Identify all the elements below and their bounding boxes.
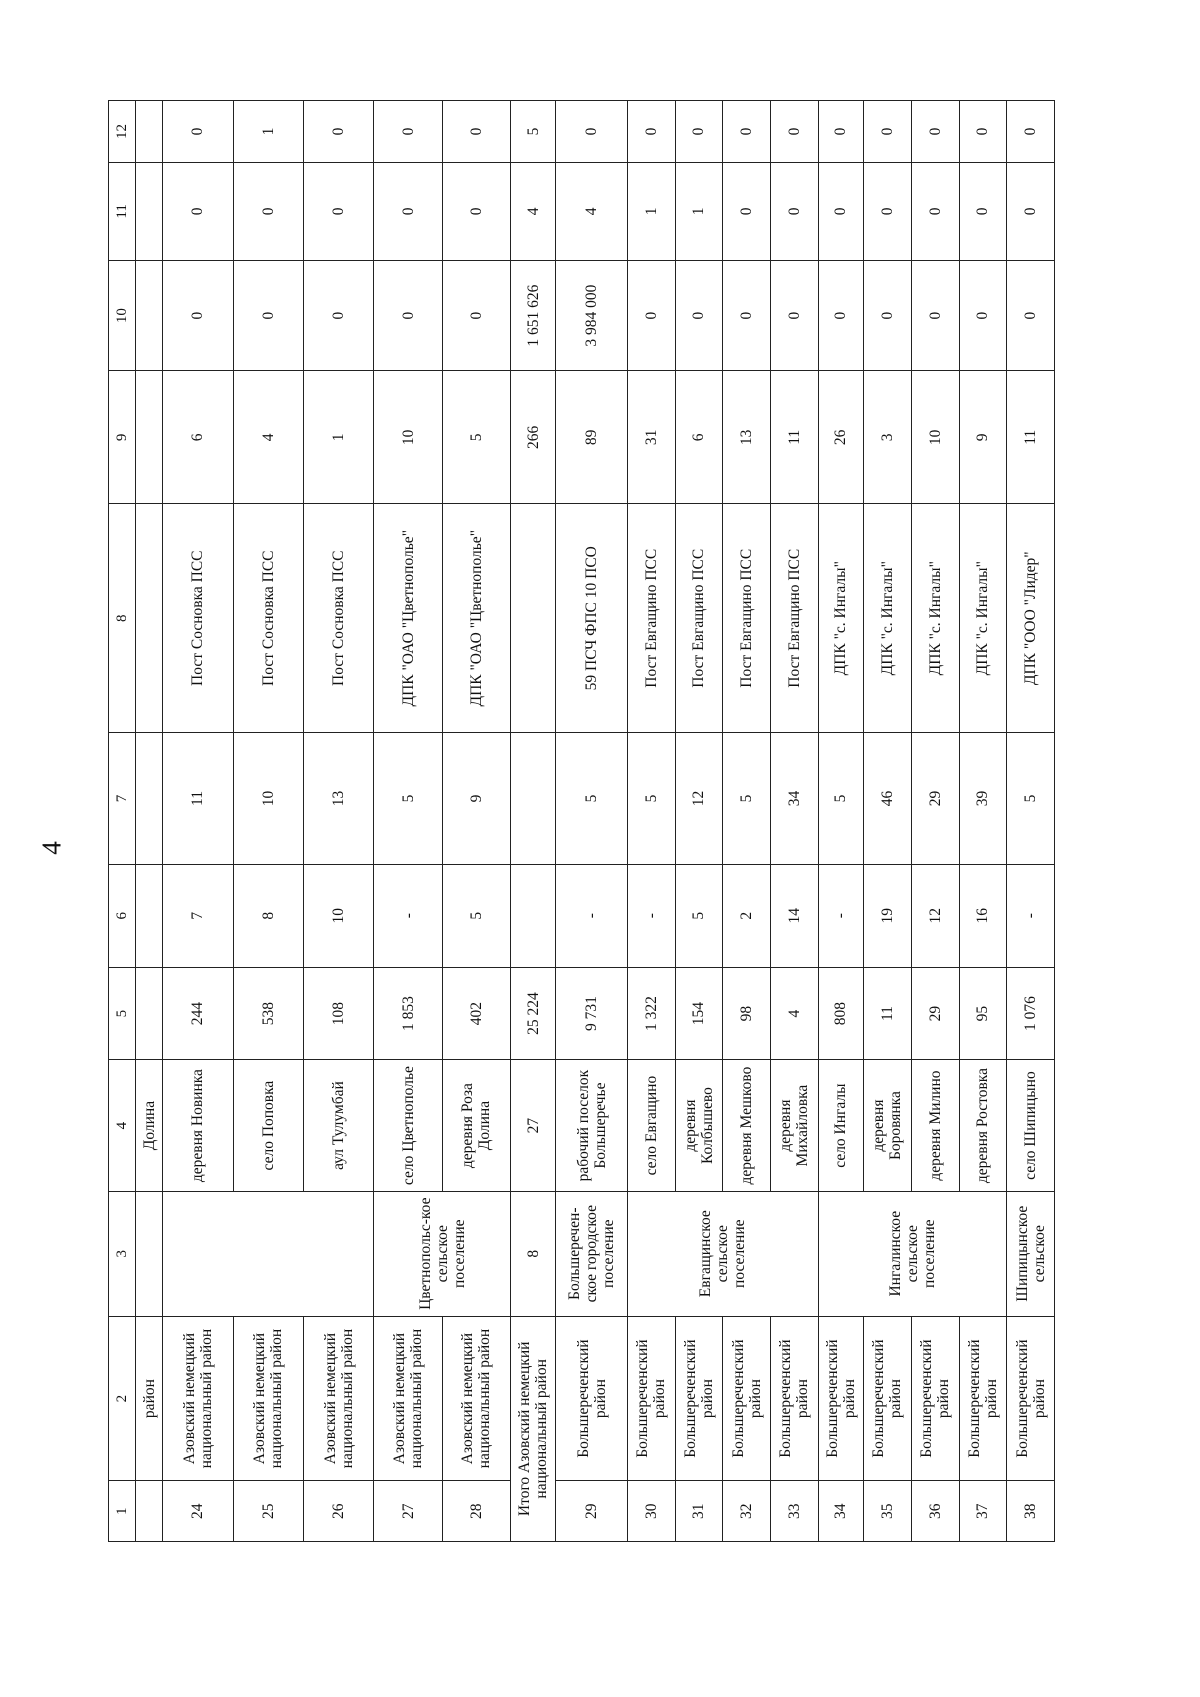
value-cell: 5 bbox=[675, 864, 723, 967]
value-cell: 11 bbox=[864, 967, 912, 1060]
row-number: 33 bbox=[770, 1481, 818, 1542]
district-cell: Большереченский район bbox=[556, 1316, 628, 1481]
table-row bbox=[770, 101, 818, 1542]
settlement-cell: село Ингалы bbox=[818, 1060, 864, 1191]
value-cell: 0 bbox=[959, 162, 1007, 260]
total-value: 1 651 626 bbox=[510, 260, 556, 371]
settlement-cell: деревня Мешково bbox=[723, 1060, 771, 1191]
value-cell: 0 bbox=[1007, 162, 1055, 260]
total-value: 8 bbox=[510, 1191, 556, 1316]
row-number: 32 bbox=[723, 1481, 771, 1542]
rural-settlement-cell: Ингалинское сельское поселение bbox=[818, 1191, 1007, 1316]
table-row bbox=[1007, 101, 1055, 1542]
value-cell: 0 bbox=[556, 101, 628, 163]
continuation-row bbox=[136, 101, 163, 1542]
value-cell: 3 bbox=[864, 371, 912, 504]
value-cell: 402 bbox=[442, 967, 510, 1060]
table-row bbox=[959, 101, 1007, 1542]
fire-unit-cell: Пост Евгащино ПСС bbox=[723, 504, 771, 733]
settlement-cell: деревня Колбышево bbox=[675, 1060, 723, 1191]
settlement-cell: село Шипицыно bbox=[1007, 1060, 1055, 1191]
district-cell: Азовский немецкий национальный район bbox=[304, 1316, 374, 1481]
settlement-cell: село Цветнополье bbox=[374, 1060, 442, 1191]
value-cell: 0 bbox=[163, 101, 233, 163]
table-row bbox=[163, 101, 233, 1542]
rotated-table-wrapper bbox=[108, 100, 1055, 1542]
settlement-cell: рабочий поселок Большеречье bbox=[556, 1060, 628, 1191]
fire-unit-cell: Пост Сосновка ПСС bbox=[304, 504, 374, 733]
settlement-cell: аул Тулумбай bbox=[304, 1060, 374, 1191]
district-cell: район bbox=[136, 1316, 163, 1481]
value-cell: 0 bbox=[675, 260, 723, 371]
header-cell: 12 bbox=[109, 101, 136, 163]
total-label: Итого Азовский немецкий национальный район bbox=[510, 1316, 556, 1541]
value-cell: 0 bbox=[304, 260, 374, 371]
value-cell: 6 bbox=[163, 371, 233, 504]
value-cell: - bbox=[818, 864, 864, 967]
value-cell: 4 bbox=[233, 371, 303, 504]
fire-unit-cell: 59 ПСЧ ФПС 10 ПСО bbox=[556, 504, 628, 733]
value-cell: 2 bbox=[723, 864, 771, 967]
value-cell: 0 bbox=[911, 260, 959, 371]
rural-settlement-cell: Евгащинское сельское поселение bbox=[627, 1191, 818, 1316]
value-cell: 1 bbox=[627, 162, 675, 260]
value-cell: 95 bbox=[959, 967, 1007, 1060]
value-cell: 9 bbox=[442, 733, 510, 864]
value-cell: 0 bbox=[864, 260, 912, 371]
value-cell: 13 bbox=[723, 371, 771, 504]
value-cell: 808 bbox=[818, 967, 864, 1060]
value-cell: 0 bbox=[442, 260, 510, 371]
row-number: 38 bbox=[1007, 1481, 1055, 1542]
settlement-cell: село Евгащино bbox=[627, 1060, 675, 1191]
value-cell: 0 bbox=[442, 101, 510, 163]
value-cell: 0 bbox=[723, 260, 771, 371]
district-cell: Большереченский район bbox=[864, 1316, 912, 1481]
page-number: 4 bbox=[36, 841, 67, 855]
total-value: 4 bbox=[510, 162, 556, 260]
value-cell: 5 bbox=[442, 371, 510, 504]
fire-unit-cell: ДПК "с. Ингалы" bbox=[959, 504, 1007, 733]
row-number: 30 bbox=[627, 1481, 675, 1542]
value-cell: 0 bbox=[864, 162, 912, 260]
value-cell: 0 bbox=[233, 162, 303, 260]
value-cell: 5 bbox=[556, 733, 628, 864]
total-value: 25 224 bbox=[510, 967, 556, 1060]
fire-unit-cell: Пост Евгащино ПСС bbox=[675, 504, 723, 733]
district-cell: Азовский немецкий национальный район bbox=[442, 1316, 510, 1481]
row-number: 35 bbox=[864, 1481, 912, 1542]
fire-unit-cell: Пост Сосновка ПСС bbox=[163, 504, 233, 733]
fire-unit-cell: Пост Сосновка ПСС bbox=[233, 504, 303, 733]
value-cell: 0 bbox=[1007, 260, 1055, 371]
value-cell: 11 bbox=[770, 371, 818, 504]
value-cell: 0 bbox=[723, 162, 771, 260]
header-cell: 6 bbox=[109, 864, 136, 967]
value-cell: 29 bbox=[911, 733, 959, 864]
row-number: 26 bbox=[304, 1481, 374, 1542]
value-cell: 5 bbox=[818, 733, 864, 864]
value-cell: 108 bbox=[304, 967, 374, 1060]
value-cell: 0 bbox=[911, 162, 959, 260]
row-number: 29 bbox=[556, 1481, 628, 1542]
value-cell: - bbox=[627, 864, 675, 967]
table-row bbox=[627, 101, 675, 1542]
value-cell: 0 bbox=[770, 260, 818, 371]
value-cell: 0 bbox=[818, 162, 864, 260]
row-number: 31 bbox=[675, 1481, 723, 1542]
district-cell: Большереченский район bbox=[627, 1316, 675, 1481]
value-cell: - bbox=[374, 864, 442, 967]
value-cell: - bbox=[556, 864, 628, 967]
value-cell: 0 bbox=[723, 101, 771, 163]
fire-unit-cell: ДПК "ОАО "Цветнополье" bbox=[442, 504, 510, 733]
value-cell: 0 bbox=[864, 101, 912, 163]
value-cell: 13 bbox=[304, 733, 374, 864]
header-cell: 2 bbox=[109, 1316, 136, 1481]
value-cell: 8 bbox=[233, 864, 303, 967]
value-cell: 4 bbox=[556, 162, 628, 260]
value-cell: 0 bbox=[627, 101, 675, 163]
fire-unit-cell: Пост Евгащино ПСС bbox=[770, 504, 818, 733]
settlement-cell: деревня Новинка bbox=[163, 1060, 233, 1191]
value-cell: 26 bbox=[818, 371, 864, 504]
value-cell: 0 bbox=[770, 101, 818, 163]
value-cell: 9 731 bbox=[556, 967, 628, 1060]
total-value: 5 bbox=[510, 101, 556, 163]
value-cell: 538 bbox=[233, 967, 303, 1060]
header-row bbox=[109, 101, 136, 1542]
settlement-cell: деревня Боровянка bbox=[864, 1060, 912, 1191]
value-cell: 0 bbox=[770, 162, 818, 260]
fire-unit-cell: Пост Евгащино ПСС bbox=[627, 504, 675, 733]
value-cell: 0 bbox=[304, 162, 374, 260]
value-cell: 98 bbox=[723, 967, 771, 1060]
settlement-cell: деревня Михайловка bbox=[770, 1060, 818, 1191]
table-row bbox=[304, 101, 374, 1542]
header-cell: 7 bbox=[109, 733, 136, 864]
table-row bbox=[233, 101, 303, 1542]
header-cell: 9 bbox=[109, 371, 136, 504]
value-cell: 6 bbox=[675, 371, 723, 504]
rural-settlement-cell: Цветнопольс-кое сельское поселение bbox=[374, 1191, 511, 1316]
row-number: 34 bbox=[818, 1481, 864, 1542]
value-cell: 1 bbox=[304, 371, 374, 504]
table-row bbox=[442, 101, 510, 1542]
district-cell: Большереченский район bbox=[723, 1316, 771, 1481]
value-cell: 9 bbox=[959, 371, 1007, 504]
table-row bbox=[556, 101, 628, 1542]
settlement-cell: деревня Роза Долина bbox=[442, 1060, 510, 1191]
table-row bbox=[723, 101, 771, 1542]
value-cell: 89 bbox=[556, 371, 628, 504]
value-cell: - bbox=[1007, 864, 1055, 967]
fire-unit-cell: ДПК "с. Ингалы" bbox=[864, 504, 912, 733]
value-cell: 4 bbox=[770, 967, 818, 1060]
value-cell: 46 bbox=[864, 733, 912, 864]
rural-settlement-cell bbox=[163, 1191, 374, 1316]
value-cell: 0 bbox=[163, 162, 233, 260]
value-cell: 19 bbox=[864, 864, 912, 967]
value-cell: 1 bbox=[233, 101, 303, 163]
value-cell: 0 bbox=[304, 101, 374, 163]
total-row bbox=[510, 101, 556, 1542]
table-row bbox=[374, 101, 442, 1542]
value-cell: 5 bbox=[627, 733, 675, 864]
table-row bbox=[818, 101, 864, 1542]
value-cell: 7 bbox=[163, 864, 233, 967]
header-cell: 11 bbox=[109, 162, 136, 260]
value-cell: 10 bbox=[911, 371, 959, 504]
value-cell: 0 bbox=[627, 260, 675, 371]
settlement-cell: село Поповка bbox=[233, 1060, 303, 1191]
value-cell: 11 bbox=[1007, 371, 1055, 504]
district-cell: Азовский немецкий национальный район bbox=[374, 1316, 442, 1481]
fire-unit-cell: ДПК "с. Ингалы" bbox=[818, 504, 864, 733]
settlement-cell: деревня Ростовка bbox=[959, 1060, 1007, 1191]
fire-unit-cell: ДПК "с. Ингалы" bbox=[911, 504, 959, 733]
total-value: 27 bbox=[510, 1060, 556, 1191]
row-number: 25 bbox=[233, 1481, 303, 1542]
value-cell: 244 bbox=[163, 967, 233, 1060]
table-row bbox=[675, 101, 723, 1542]
value-cell: 5 bbox=[723, 733, 771, 864]
value-cell: 31 bbox=[627, 371, 675, 504]
value-cell: 1 bbox=[675, 162, 723, 260]
value-cell: 0 bbox=[1007, 101, 1055, 163]
value-cell: 10 bbox=[304, 864, 374, 967]
value-cell: 1 076 bbox=[1007, 967, 1055, 1060]
value-cell: 0 bbox=[818, 260, 864, 371]
table-row bbox=[911, 101, 959, 1542]
value-cell: 0 bbox=[374, 162, 442, 260]
total-value: 266 bbox=[510, 371, 556, 504]
header-cell: 8 bbox=[109, 504, 136, 733]
value-cell: 10 bbox=[233, 733, 303, 864]
value-cell: 5 bbox=[374, 733, 442, 864]
value-cell: 29 bbox=[911, 967, 959, 1060]
district-cell: Большереченский район bbox=[959, 1316, 1007, 1481]
value-cell: 0 bbox=[911, 101, 959, 163]
value-cell: 10 bbox=[374, 371, 442, 504]
value-cell: 0 bbox=[374, 101, 442, 163]
value-cell: 0 bbox=[374, 260, 442, 371]
value-cell: 0 bbox=[675, 101, 723, 163]
rural-settlement-cell: Шипицынское сельское bbox=[1007, 1191, 1055, 1316]
settlement-cell: деревня Милино bbox=[911, 1060, 959, 1191]
value-cell: 12 bbox=[911, 864, 959, 967]
header-cell: 4 bbox=[109, 1060, 136, 1191]
value-cell: 0 bbox=[959, 260, 1007, 371]
district-cell: Большереченский район bbox=[818, 1316, 864, 1481]
value-cell: 0 bbox=[818, 101, 864, 163]
header-cell: 3 bbox=[109, 1191, 136, 1316]
row-number: 24 bbox=[163, 1481, 233, 1542]
row-number: 37 bbox=[959, 1481, 1007, 1542]
header-cell: 10 bbox=[109, 260, 136, 371]
value-cell: 16 bbox=[959, 864, 1007, 967]
value-cell: 12 bbox=[675, 733, 723, 864]
rural-settlement-cell: Большеречен-ское городское поселение bbox=[556, 1191, 628, 1316]
fire-unit-cell: ДПК "ОАО "Цветнополье" bbox=[374, 504, 442, 733]
district-cell: Азовский немецкий национальный район bbox=[163, 1316, 233, 1481]
district-cell: Большереченский район bbox=[675, 1316, 723, 1481]
value-cell: 3 984 000 bbox=[556, 260, 628, 371]
value-cell: 0 bbox=[233, 260, 303, 371]
row-number: 36 bbox=[911, 1481, 959, 1542]
value-cell: 154 bbox=[675, 967, 723, 1060]
header-cell: 5 bbox=[109, 967, 136, 1060]
settlements-table bbox=[108, 100, 1055, 1542]
value-cell: 5 bbox=[1007, 733, 1055, 864]
district-cell: Большереченский район bbox=[1007, 1316, 1055, 1481]
value-cell: 11 bbox=[163, 733, 233, 864]
value-cell: 14 bbox=[770, 864, 818, 967]
header-cell: 1 bbox=[109, 1481, 136, 1542]
value-cell: 0 bbox=[163, 260, 233, 371]
value-cell: 34 bbox=[770, 733, 818, 864]
district-cell: Большереченский район bbox=[770, 1316, 818, 1481]
value-cell: 0 bbox=[959, 101, 1007, 163]
settlement-cell: Долина bbox=[136, 1060, 163, 1191]
fire-unit-cell: ДПК "ООО "Лидер" bbox=[1007, 504, 1055, 733]
row-number: 27 bbox=[374, 1481, 442, 1542]
value-cell: 1 322 bbox=[627, 967, 675, 1060]
value-cell: 0 bbox=[442, 162, 510, 260]
value-cell: 5 bbox=[442, 864, 510, 967]
value-cell: 39 bbox=[959, 733, 1007, 864]
table-row bbox=[864, 101, 912, 1542]
value-cell: 1 853 bbox=[374, 967, 442, 1060]
district-cell: Большереченский район bbox=[911, 1316, 959, 1481]
district-cell: Азовский немецкий национальный район bbox=[233, 1316, 303, 1481]
row-number: 28 bbox=[442, 1481, 510, 1542]
